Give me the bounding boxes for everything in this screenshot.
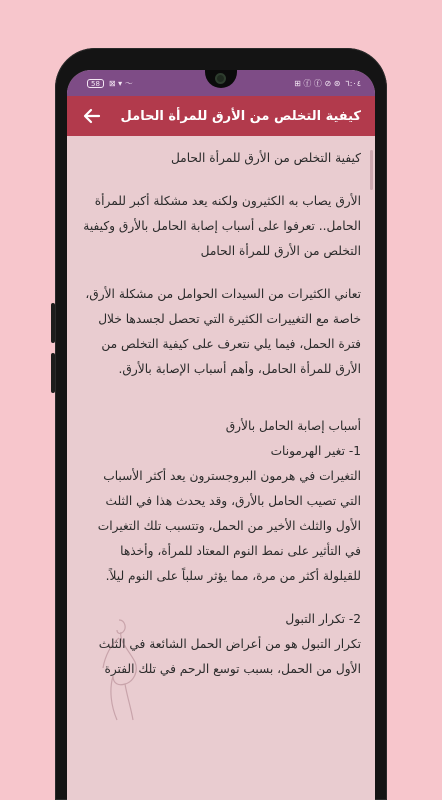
- network-icons: ⊠ ▾ 〜: [108, 78, 133, 88]
- notification-icons: ⊞ ⓕ ⓕ ⊘ ⊛: [294, 78, 341, 88]
- status-bar: [67, 70, 375, 96]
- camera-notch: [205, 70, 237, 88]
- article-paragraph: التغيرات في هرمون البروجسترون يعد أكثر الأسباب التي تصيب الحامل بالأرق، وقد يحدث هذا في الثلث الأول والثلث الأخير من الحمل، وتتسبب تلك التغيرات في التأثير على نمط النوم المعتاد للمرأة، وأخذها للقيلولة أكثر من مرة، مما يؤثر سلباً على النوم ليلاً.: [97, 469, 361, 583]
- scrollbar[interactable]: [370, 150, 373, 190]
- power-button: [51, 353, 55, 393]
- camera-icon: [215, 73, 226, 84]
- app-bar: [67, 96, 375, 136]
- status-right: [294, 78, 361, 89]
- article-paragraph: الأرق يصاب به الكثيرون ولكنه يعد مشكلة أكبر للمرأة الحامل.. تعرفوا على أسباب إصابة الحامل بالأرق وكيفية التخلص من الأرق للمرأة الحامل: [83, 194, 361, 258]
- status-left: [87, 78, 133, 89]
- article-heading: كيفية التخلص من الأرق للمرأة الحامل: [170, 151, 361, 165]
- battery-icon: 58: [87, 79, 104, 88]
- arrow-back-icon[interactable]: [83, 107, 101, 125]
- article-paragraph: تكرار التبول هو من أعراض الحمل الشائعة في الثلث الأول من الحمل، بسبب توسع الرحم في تلك الفترة: [98, 637, 361, 676]
- spacer: [79, 400, 361, 414]
- screen: [67, 70, 375, 800]
- subheading: 2- تكرار التبول: [285, 612, 361, 626]
- volume-button: [51, 303, 55, 343]
- status-time: ٦:٠٤: [345, 78, 361, 88]
- page-title: كيفية التخلص من الأرق للمرأة الحامل: [120, 108, 361, 124]
- article-paragraph: تعاني الكثيرات من السيدات الحوامل من مشكلة الأرق، خاصة مع التغييرات الكثيرة التي تحصل لجسدها خلال فترة الحمل، فيما يلي نتعرف على كيفية التخلص من الأرق للمرأة الحامل، وأهم أسباب الإصابة بالأرق.: [85, 287, 361, 376]
- subheading: 1- تغير الهرمونات: [270, 444, 361, 458]
- section-title: أسباب إصابة الحامل بالأرق: [225, 419, 361, 433]
- pregnant-woman-sketch-icon: [89, 610, 149, 730]
